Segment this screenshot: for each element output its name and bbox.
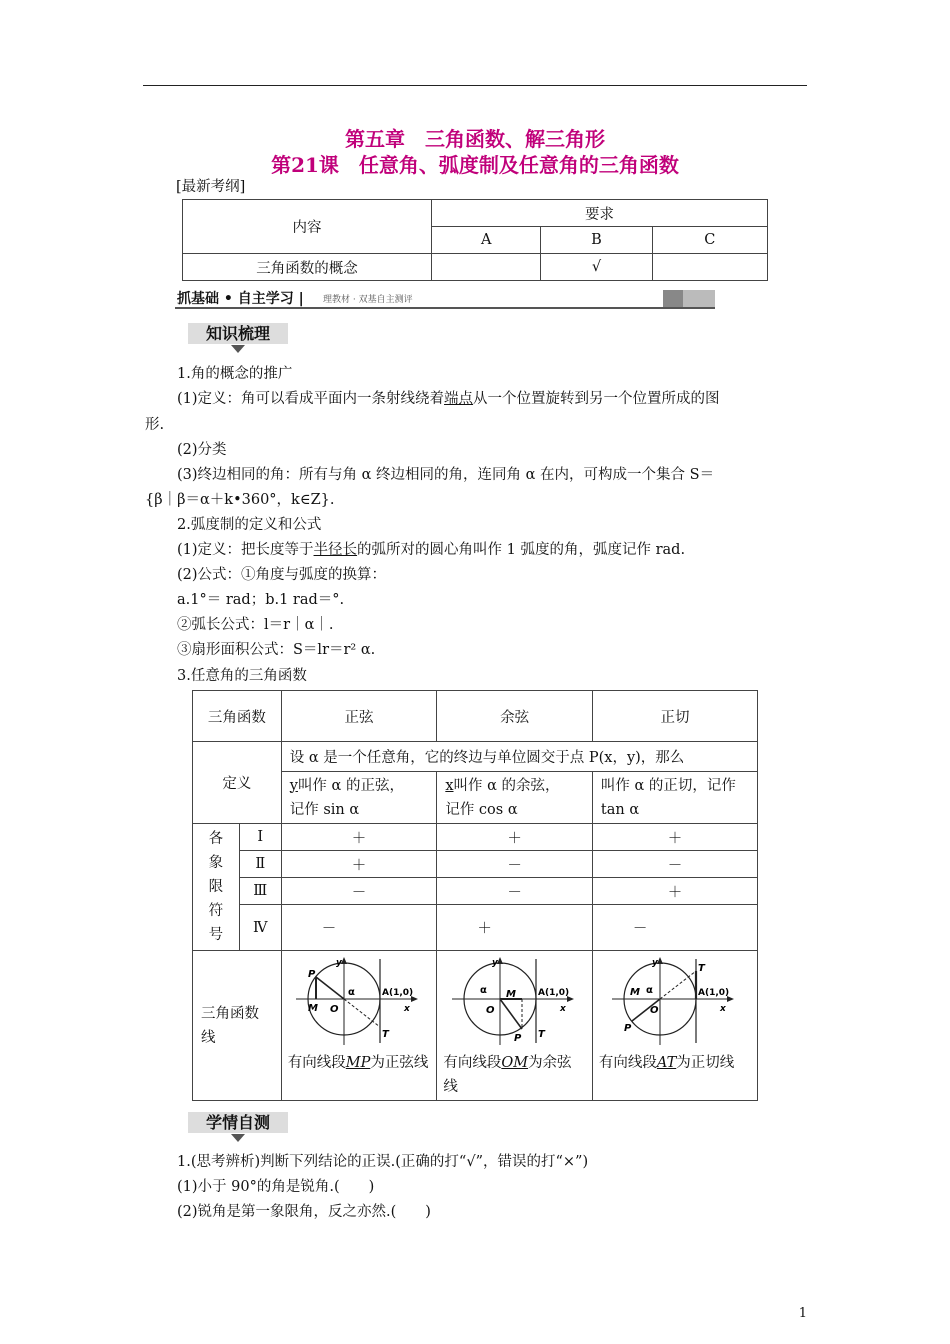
tan-line-caption: 有向线段AT为正切线 xyxy=(598,1055,735,1071)
fig1-a: A(1,0) xyxy=(382,988,414,998)
knowledge-p1: (1)定义：角可以看成平面内一条射线绕着端点从一个位置旋转到另一个位置所成的图 xyxy=(177,391,720,407)
cos-line-caption: 有向线段OM为余弦线 xyxy=(443,1055,572,1095)
knowledge-q3: a.1°＝ rad；b.1 rad＝°. xyxy=(177,592,345,608)
fig1-t: T xyxy=(382,1029,389,1040)
fig1-o: O xyxy=(330,1004,339,1015)
quadrant-4: Ⅳ xyxy=(239,905,281,951)
section-knowledge-title: 知识梳理 xyxy=(180,321,296,344)
sine-line-figure xyxy=(294,955,424,1047)
knowledge-p3: (3)终边相同的角：所有与角 α 终边相同的角，连同角 α 在内，可构成一个集合 S＝ xyxy=(177,467,715,483)
def-label: 定义 xyxy=(193,742,282,824)
fig1-y: y xyxy=(336,958,342,968)
knowledge-q5: ③扇形面积公式：S＝lr＝r² α. xyxy=(177,642,376,658)
content-header: 内容 xyxy=(183,200,432,254)
tangent-line-figure xyxy=(610,955,740,1047)
sign-1-sin: ＋ xyxy=(281,824,437,851)
knowledge-p3-cont: {β｜β＝α＋k•360°，k∈Z}. xyxy=(145,492,335,508)
cosine-line-figure xyxy=(450,955,580,1047)
trig-corner: 三角函数 xyxy=(193,691,282,742)
knowledge-p1-cont: 形. xyxy=(145,417,165,433)
syllabus-label: [最新考纲] xyxy=(176,179,246,195)
row-b: √ xyxy=(541,254,652,281)
fig2-a: A(1,0) xyxy=(537,988,569,998)
sign-3-sin: － xyxy=(281,878,437,905)
sign-2-cos: － xyxy=(437,851,593,878)
fig2-m: M xyxy=(505,989,516,1000)
fig2-y: y xyxy=(491,958,498,968)
trig-table xyxy=(192,690,758,1101)
fig1-p: P xyxy=(308,969,316,980)
sign-2-tan: － xyxy=(592,851,757,878)
section-banner xyxy=(175,290,715,309)
sign-4-cos: ＋ xyxy=(437,905,593,951)
banner-sub: 理教材 · 双基自主测评 xyxy=(323,295,413,305)
def-tan: 叫作 α 的正切，记作 tan α xyxy=(592,772,757,824)
fig3-y: y xyxy=(651,958,658,968)
cos-line-cell xyxy=(437,951,593,1101)
knowledge-q1: (1)定义：把长度等于半径长的弧所对的圆心角叫作 1 弧度的角，弧度记作 rad. xyxy=(177,542,686,558)
quiz-item-1: (1)小于 90°的角是锐角.( ) xyxy=(177,1179,375,1195)
header-sin: 正弦 xyxy=(281,691,437,742)
level-b: B xyxy=(541,227,652,254)
fig3-m: M xyxy=(629,987,640,998)
top-rule xyxy=(143,85,807,86)
header-cos: 余弦 xyxy=(437,691,593,742)
knowledge-p2: (2)分类 xyxy=(177,442,227,458)
sign-label: 各象限符号 xyxy=(193,824,240,951)
chapter-title: 第五章 三角函数、解三角形 xyxy=(345,127,605,151)
fig2-alpha: α xyxy=(479,985,487,996)
banner-main: 抓基础 • 自主学习 | xyxy=(177,291,304,307)
quadrant-2: Ⅱ xyxy=(239,851,281,878)
quadrant-3: Ⅲ xyxy=(239,878,281,905)
level-c: C xyxy=(652,227,767,254)
fig1-x: x xyxy=(404,1004,410,1014)
sign-2-sin: ＋ xyxy=(281,851,437,878)
fig2-p: P xyxy=(513,1033,521,1044)
fig3-p: P xyxy=(623,1023,632,1034)
fig2-o: O xyxy=(485,1005,495,1016)
sin-line-caption: 有向线段MP为正弦线 xyxy=(287,1055,429,1071)
fig1-alpha: α xyxy=(348,987,355,998)
def-intro: 设 α 是一个任意角，它的终边与单位圆交于点 P(x，y)，那么 xyxy=(281,742,757,772)
header-tan: 正切 xyxy=(592,691,757,742)
fig3-a: A(1,0) xyxy=(697,988,730,998)
sign-4-tan: － xyxy=(592,905,757,951)
def-sin: y叫作 α 的正弦， 记作 sin α xyxy=(281,772,437,824)
knowledge-q4: ②弧长公式：l＝r｜α｜. xyxy=(177,617,334,633)
trig-line-label: 三角函数线 xyxy=(193,951,282,1101)
knowledge-h1: 1.角的概念的推广 xyxy=(177,366,293,382)
knowledge-q2: (2)公式：①角度与弧度的换算： xyxy=(177,567,387,583)
sign-4-sin: － xyxy=(281,905,437,951)
fig3-t: T xyxy=(697,963,705,974)
quiz-item-2: (2)锐角是第一象限角，反之亦然.( ) xyxy=(177,1204,431,1220)
fig3-o: O xyxy=(649,1005,659,1016)
fig3-x: x xyxy=(719,1004,726,1014)
fig3-alpha: α xyxy=(645,985,653,996)
tan-line-cell xyxy=(592,951,757,1101)
sign-3-cos: － xyxy=(437,878,593,905)
knowledge-h2: 2.弧度制的定义和公式 xyxy=(177,517,322,533)
quadrant-1: Ⅰ xyxy=(239,824,281,851)
row-content: 三角函数的概念 xyxy=(183,254,432,281)
level-a: A xyxy=(432,227,541,254)
row-a xyxy=(432,254,541,281)
sin-line-cell xyxy=(281,951,437,1101)
quiz-q1: 1.(思考辨析)判断下列结论的正误.(正确的打“√”，错误的打“×”) xyxy=(177,1154,589,1170)
section-selftest-title: 学情自测 xyxy=(180,1110,296,1133)
sign-1-tan: ＋ xyxy=(592,824,757,851)
fig2-t: T xyxy=(537,1029,545,1040)
lesson-title: 第21课 任意角、弧度制及任意角的三角函数 xyxy=(271,153,679,177)
def-cos: x叫作 α 的余弦， 记作 cos α xyxy=(437,772,593,824)
sign-3-tan: ＋ xyxy=(592,878,757,905)
fig2-x: x xyxy=(559,1004,566,1014)
sign-1-cos: ＋ xyxy=(437,824,593,851)
fig1-m: M xyxy=(308,1003,318,1014)
syllabus-table xyxy=(182,199,768,281)
page-number: 1 xyxy=(798,1306,807,1321)
row-c xyxy=(652,254,767,281)
knowledge-h3: 3.任意角的三角函数 xyxy=(177,668,307,684)
requirement-header: 要求 xyxy=(432,200,768,227)
